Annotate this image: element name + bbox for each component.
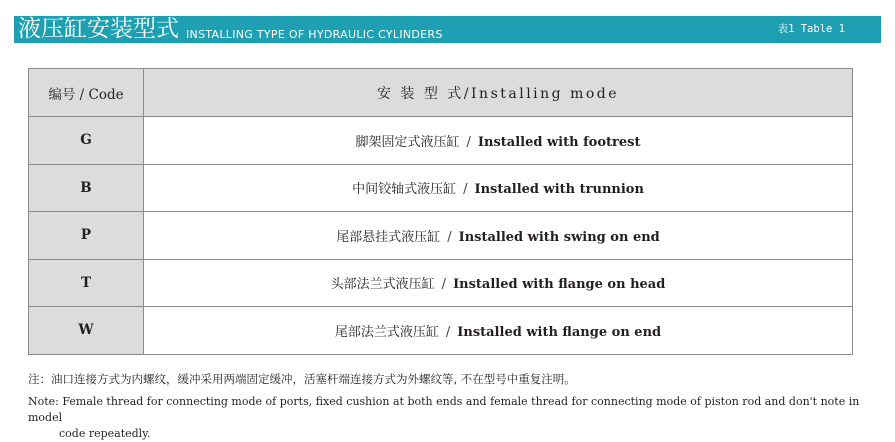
banner-title-chinese: 液压缸安装型式 — [18, 16, 179, 42]
table-row — [29, 259, 853, 307]
table-row — [29, 164, 853, 212]
mode-column-header: 安 装 型 式/Installing mode — [144, 69, 853, 117]
table-row — [29, 117, 853, 165]
mode-cell — [144, 259, 853, 307]
note-english-line-2: code repeatedly. — [59, 427, 151, 440]
note-chinese: 注：油口连接方式为内螺纹，缓冲采用两端固定缓冲，活塞杆端连接方式为外螺纹等, 不在型号中重复注明。 — [28, 372, 576, 386]
mode-separator: / — [441, 277, 447, 293]
mode-cell — [144, 307, 853, 355]
mode-english: Installed with footrest — [477, 134, 641, 150]
title-banner — [14, 16, 881, 43]
note-english-line-1: Note: Female thread for connecting mode of ports, fixed cushion at both ends and female thread for connecting mode of piston rod and don't note in model — [28, 395, 860, 424]
mode-chinese: 头部法兰式液压缸 — [330, 277, 435, 293]
table-row — [29, 307, 853, 355]
mode-cell — [144, 212, 853, 260]
code-cell: P — [29, 212, 144, 260]
code-cell: T — [29, 259, 144, 307]
mode-cell — [144, 117, 853, 165]
table-header-row — [29, 69, 853, 117]
mode-english: Installed with trunnion — [474, 182, 644, 198]
mode-english: Installed with swing on end — [458, 229, 660, 245]
mode-chinese: 中间铰轴式液压缸 — [352, 182, 457, 198]
installing-mode-table — [28, 68, 853, 355]
mode-english: Installed with flange on head — [453, 277, 666, 293]
table-number-tag: 表1 Table 1 — [777, 23, 845, 35]
note-english — [28, 394, 868, 442]
banner-title-english: INSTALLING TYPE OF HYDRAULIC CYLINDERS — [186, 28, 443, 41]
mode-separator: / — [445, 324, 451, 340]
code-cell: W — [29, 307, 144, 355]
mode-separator: / — [463, 182, 468, 198]
mode-separator: / — [447, 229, 452, 245]
mode-separator: / — [466, 134, 471, 150]
code-cell: B — [29, 164, 144, 212]
mode-chinese: 尾部法兰式液压缸 — [334, 324, 439, 340]
code-cell: G — [29, 117, 144, 165]
mode-cell — [144, 164, 853, 212]
mode-chinese: 尾部悬挂式液压缸 — [336, 229, 441, 245]
code-column-header: 编号 / Code — [29, 69, 144, 117]
table-row — [29, 212, 853, 260]
mode-chinese: 脚架固定式液压缸 — [355, 134, 460, 150]
mode-english: Installed with flange on end — [457, 324, 662, 340]
